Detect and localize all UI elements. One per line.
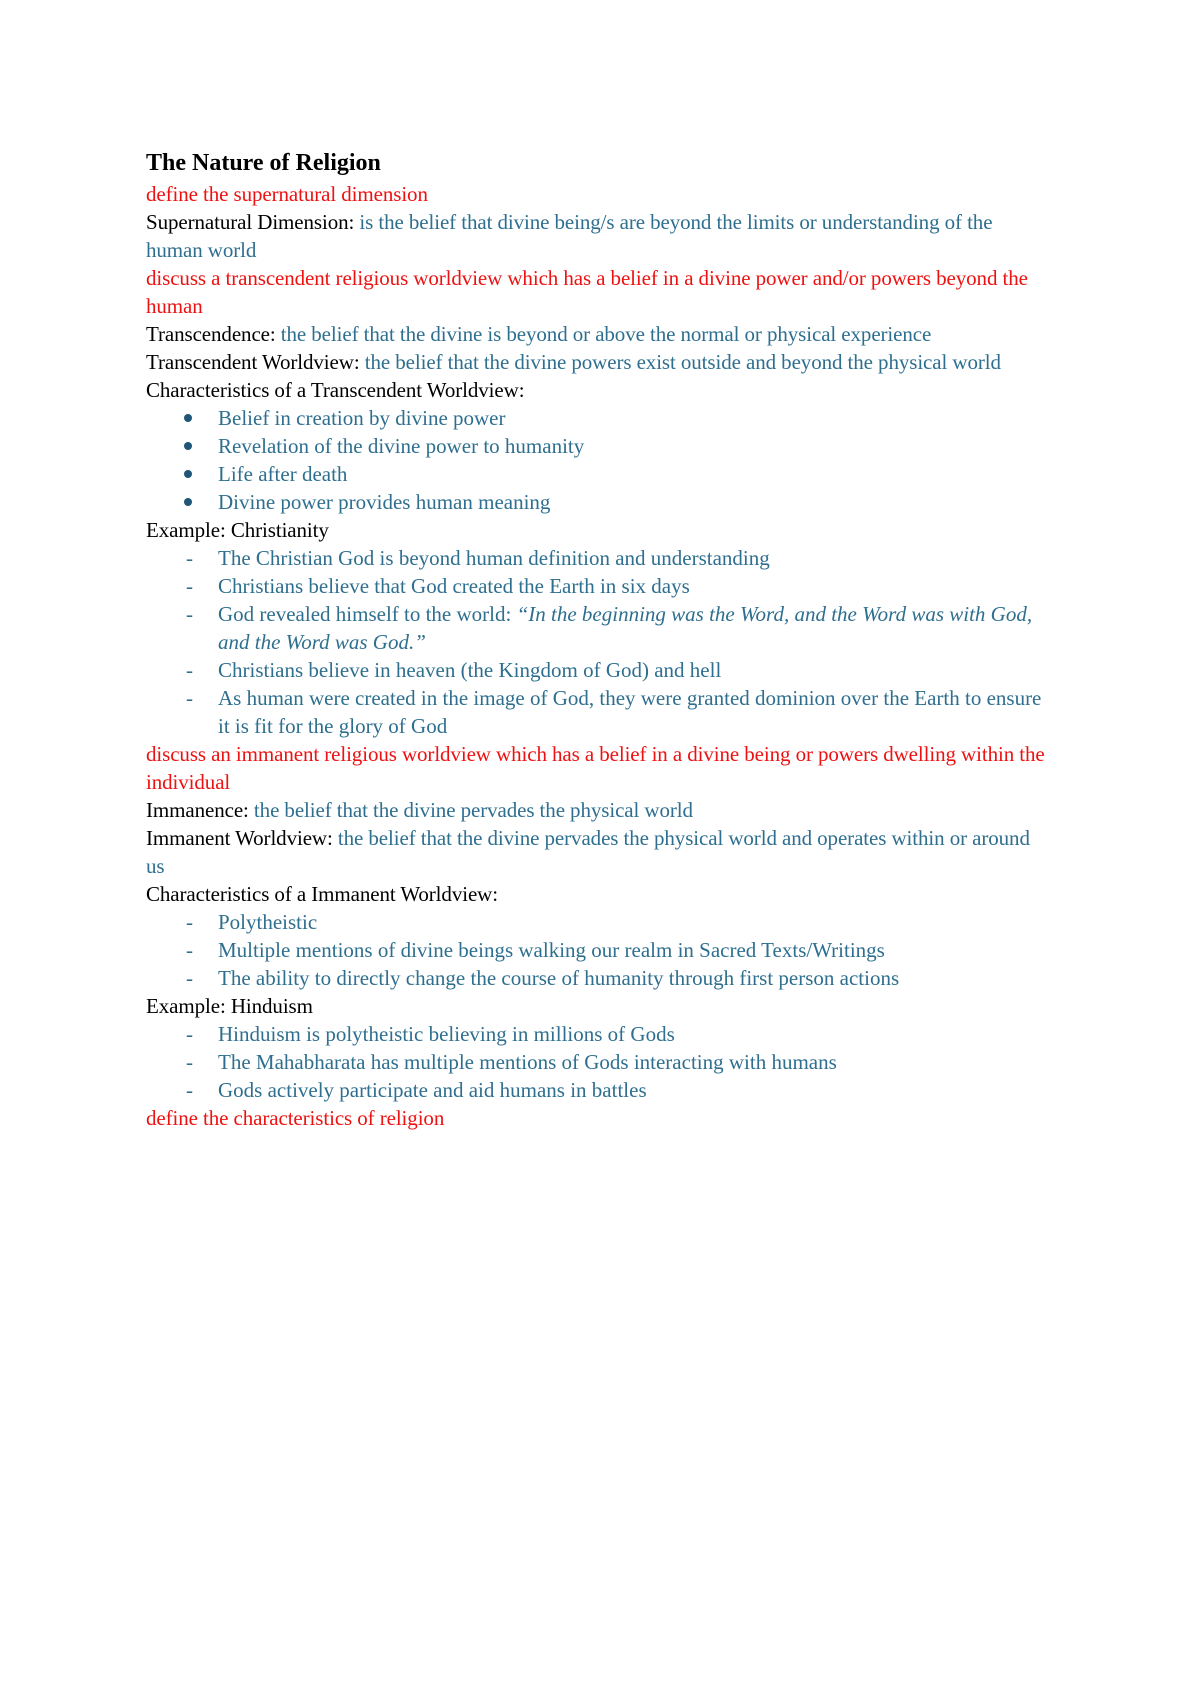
definition-text: the belief that the divine pervades the physical world [248, 798, 693, 822]
transcendent-characteristics-heading: Characteristics of a Transcendent Worldview: [146, 378, 525, 402]
definition-supernatural [146, 208, 1050, 264]
bible-quote: “In the beginning was the Word, and the Word was with God, and the Word was God.” [218, 602, 1033, 654]
definition-immanence [146, 796, 1050, 824]
revelation-text: God revealed himself to the world: [218, 602, 517, 626]
list-item: - Gods actively participate and aid humans in battles [218, 1076, 1050, 1104]
list-item: - The Mahabharata has multiple mentions of Gods interacting with humans [218, 1048, 1050, 1076]
list-item: Life after death [218, 460, 1050, 488]
definition-text: the belief that the divine powers exist outside and beyond the physical world [359, 350, 1001, 374]
immanent-characteristics-heading: Characteristics of a Immanent Worldview: [146, 882, 498, 906]
term-label: Immanence: [146, 798, 249, 822]
list-item: - Polytheistic [218, 908, 1050, 936]
christianity-example-heading: Example: Christianity [146, 518, 329, 542]
document-title: The Nature of Religion [146, 150, 381, 176]
definition-text: is the belief that divine being/s are beyond the limits or understanding of the human world [146, 210, 993, 262]
list-item: - Hinduism is polytheistic believing in millions of Gods [218, 1020, 1050, 1048]
list-item: Revelation of the divine power to humanity [218, 432, 1050, 460]
syllabus-prompt-supernatural: define the supernatural dimension [146, 182, 428, 206]
immanent-characteristics-list [146, 908, 1050, 992]
definition-immanent-worldview [146, 824, 1050, 880]
list-item: Divine power provides human meaning [218, 488, 1050, 516]
syllabus-prompt-transcendent: discuss a transcendent religious worldview which has a belief in a divine power and/or powers beyond the human [146, 266, 1028, 318]
syllabus-prompt-characteristics: define the characteristics of religion [146, 1106, 445, 1130]
list-item-revelation [218, 600, 1050, 656]
hinduism-example-heading: Example: Hinduism [146, 994, 313, 1018]
definition-transcendent-worldview [146, 348, 1050, 376]
term-label: Supernatural Dimension: [146, 210, 355, 234]
hinduism-list [146, 1020, 1050, 1104]
term-label: Transcendence: [146, 322, 276, 346]
list-item: - The Christian God is beyond human definition and understanding [218, 544, 1050, 572]
transcendent-characteristics-list [146, 404, 1050, 516]
syllabus-prompt-immanent: discuss an immanent religious worldview which has a belief in a divine being or powers dwelling within the individual [146, 742, 1045, 794]
list-item: - Multiple mentions of divine beings walking our realm in Sacred Texts/Writings [218, 936, 1050, 964]
term-label: Immanent Worldview: [146, 826, 333, 850]
christianity-list [146, 544, 1050, 740]
definition-text: the belief that the divine pervades the physical world and operates within or around us [146, 826, 1030, 878]
list-item: - As human were created in the image of God, they were granted dominion over the Earth to ensure it is fit for the glory of God [218, 684, 1050, 740]
term-label: Transcendent Worldview: [146, 350, 360, 374]
list-item: - The ability to directly change the course of humanity through first person actions [218, 964, 1050, 992]
list-item: Belief in creation by divine power [218, 404, 1050, 432]
list-item: - Christians believe in heaven (the Kingdom of God) and hell [218, 656, 1050, 684]
list-item: - Christians believe that God created the Earth in six days [218, 572, 1050, 600]
definition-text: the belief that the divine is beyond or above the normal or physical experience [275, 322, 932, 346]
definition-transcendence [146, 320, 1050, 348]
